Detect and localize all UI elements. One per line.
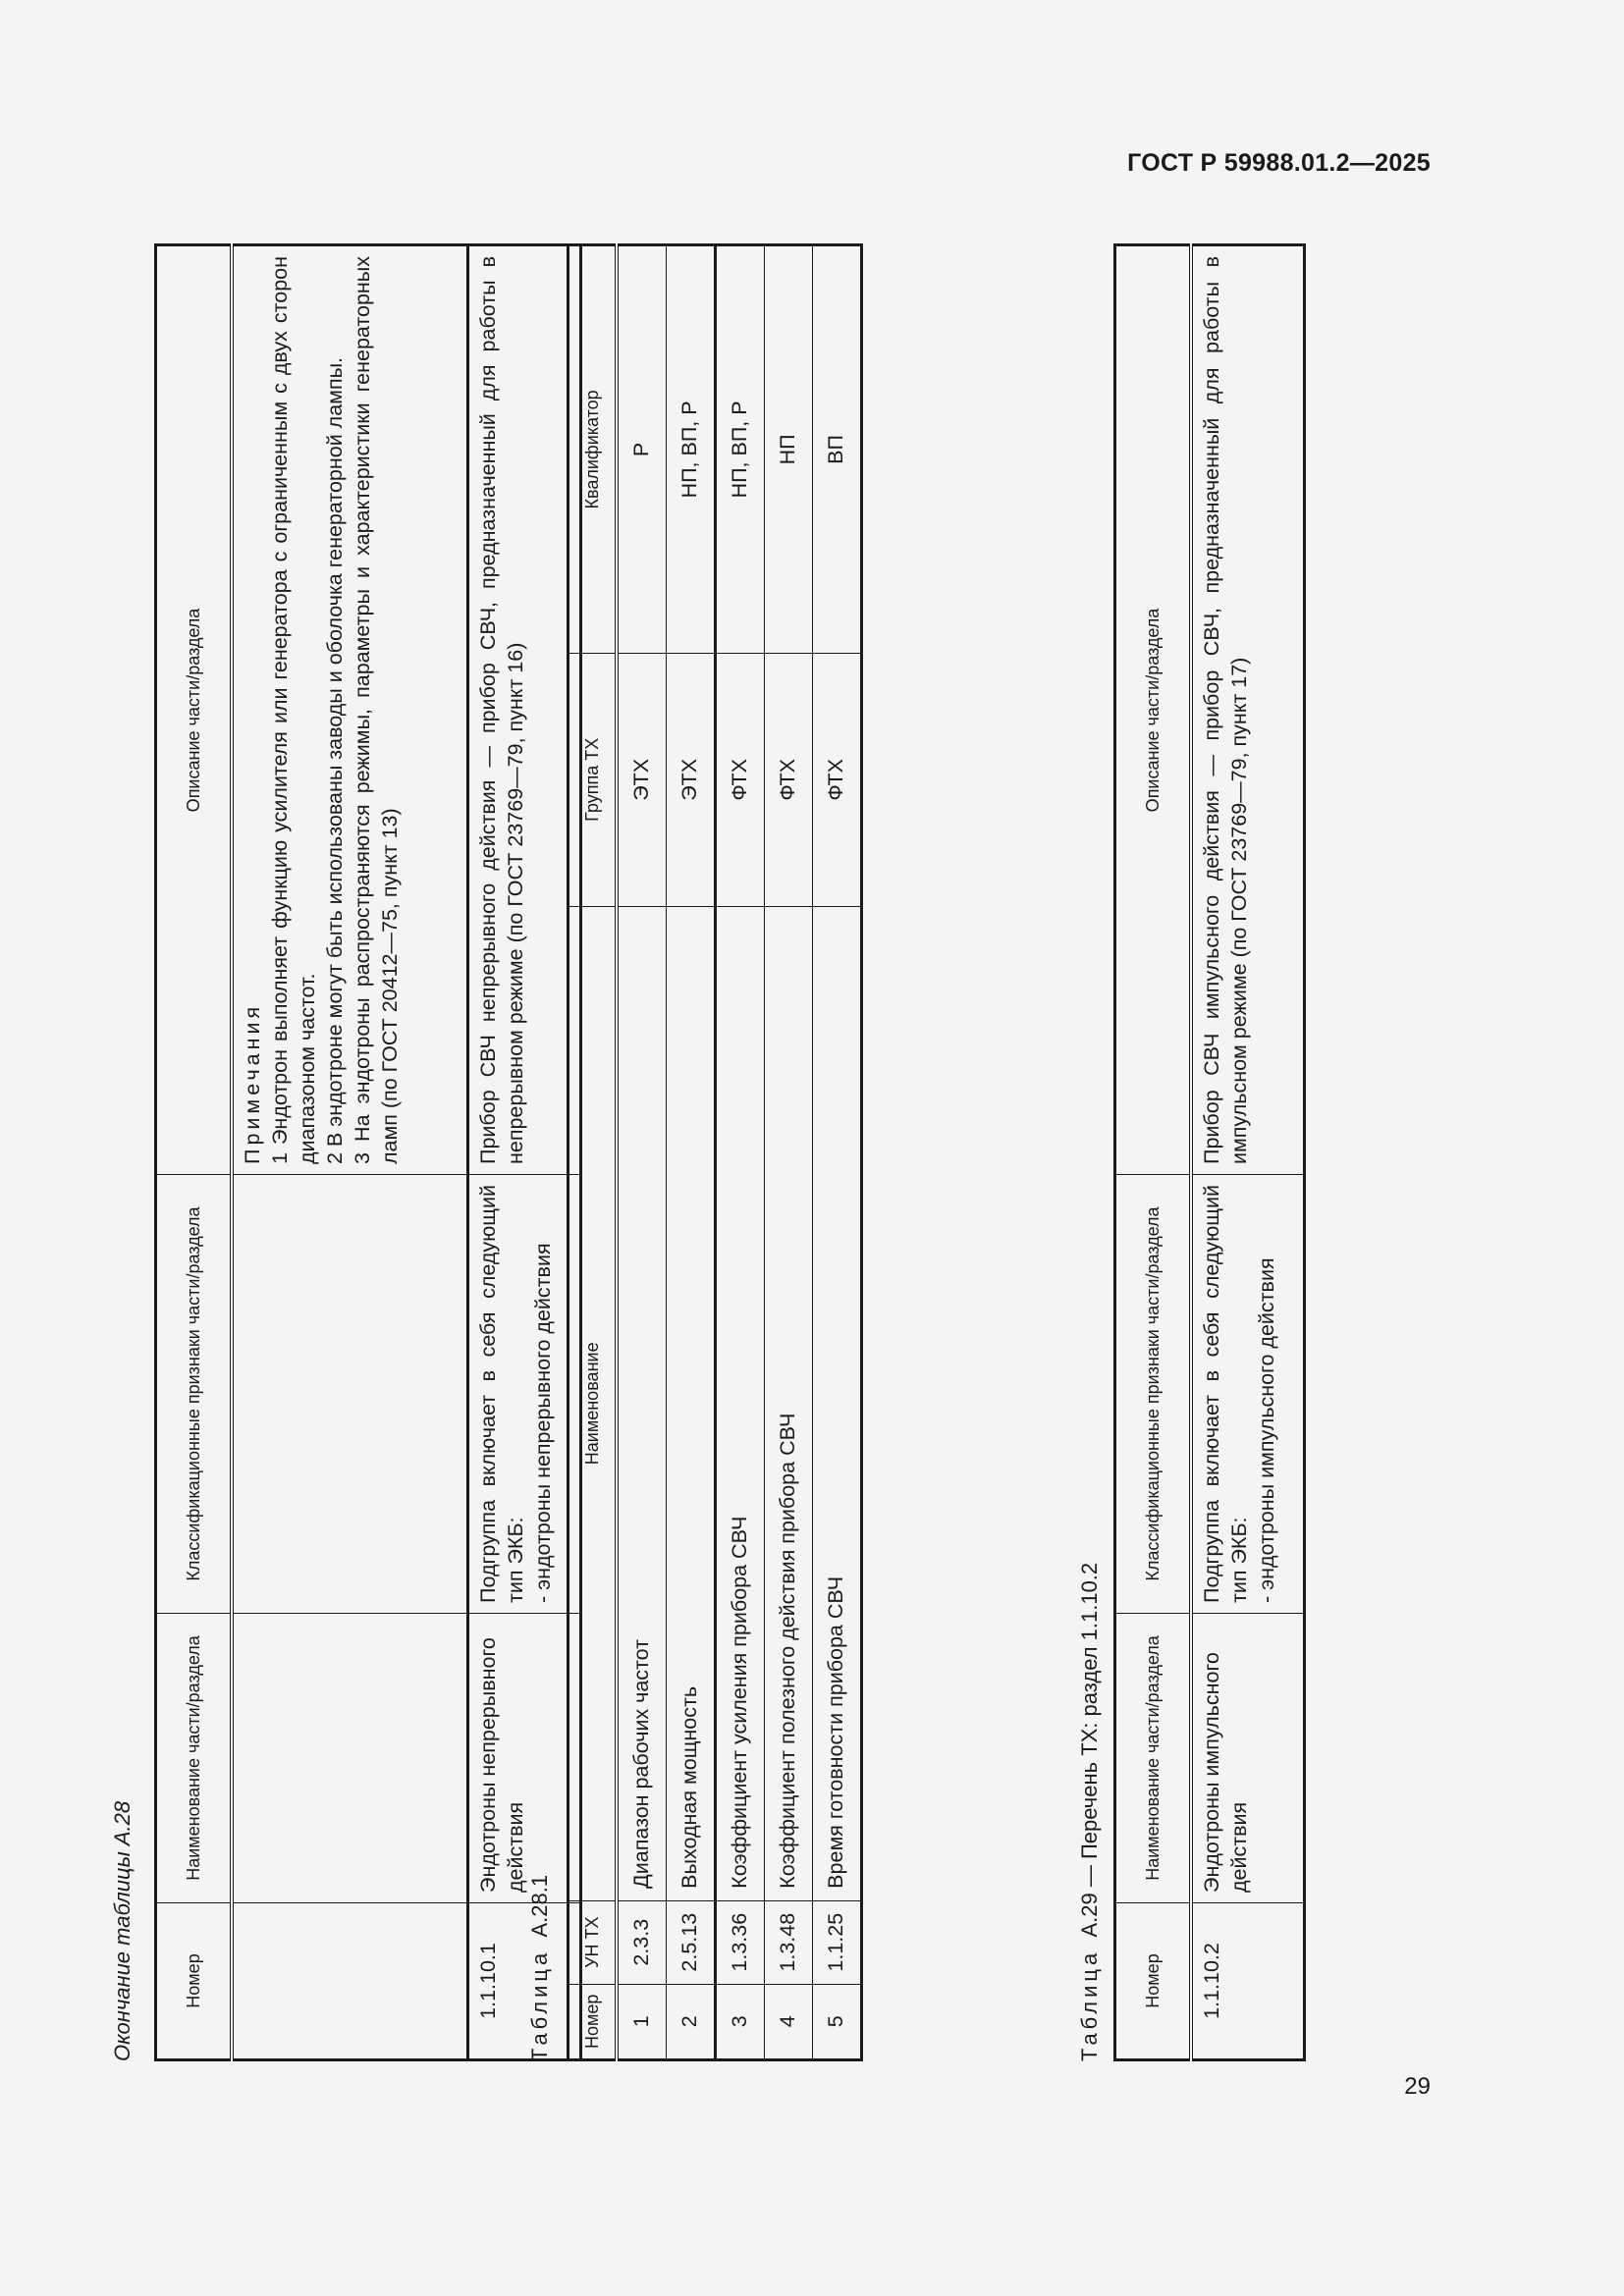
table-row — [813, 245, 862, 2060]
cell: Выходная мощность — [667, 906, 716, 1900]
note-2: 2 В эндотроне могут быть использованы заводы и оболочка генераторной лампы. — [322, 356, 347, 1164]
row-features — [1191, 1175, 1305, 1614]
features-line-2: - эндотроны импульсного действия — [1254, 1257, 1278, 1603]
note-1: 1 Эндотрон выполняет функцию усилителя или генератора с ограниченным с двух сторон диапазоном частот. — [267, 256, 319, 1164]
cell: НП, ВП, Р — [716, 245, 765, 654]
row-number: 1.1.10.1 — [468, 1903, 581, 2060]
cell: НП, ВП, Р — [667, 245, 716, 654]
col-number: Номер — [568, 1984, 618, 2059]
table-a28-end — [154, 243, 582, 2061]
table-number: А.28.1 — [527, 1874, 552, 1938]
cell: Коэффициент полезного действия прибора СВЧ — [765, 906, 813, 1900]
table-row — [617, 245, 667, 2060]
table-a28-1 — [567, 243, 863, 2061]
rotated-content — [110, 226, 1278, 2061]
document-code: ГОСТ Р 59988.01.2—2025 — [1127, 149, 1431, 177]
cell: ЭТХ — [617, 653, 667, 906]
col-number: Номер — [156, 1903, 233, 2060]
cell: 4 — [765, 1984, 813, 2059]
table-a29-label — [1077, 1563, 1103, 2061]
col-features: Классификационные признаки части/раздела — [156, 1175, 233, 1614]
table-row — [667, 245, 716, 2060]
col-name: Наименование части/раздела — [156, 1614, 233, 1903]
cell: 1.1.25 — [813, 1900, 862, 1984]
cell: 3 — [716, 1984, 765, 2059]
cell: Коэффициент усиления прибора СВЧ — [716, 906, 765, 1900]
col-group: Группа ТХ — [568, 653, 618, 906]
cell: ФТХ — [765, 653, 813, 906]
notes-heading: Примечания — [241, 1002, 264, 1164]
row-description: Прибор СВЧ импульсного действия — прибор СВЧ, предназначенный для работы в импульсном режиме (по ГОСТ 23769—79, пункт 17) — [1191, 245, 1305, 1175]
row-description: Прибор СВЧ непрерывного действия — прибор СВЧ, предназначенный для работы в непрерывном режиме (по ГОСТ 23769—79, пункт 16) — [468, 245, 581, 1175]
table-row — [468, 245, 581, 2060]
cell: 1.3.48 — [765, 1900, 813, 1984]
table-word: Таблица — [527, 1949, 552, 2061]
col-number: Номер — [1115, 1903, 1192, 2060]
cell: Диапазон рабочих частот — [617, 906, 667, 1900]
cell: 1.3.36 — [716, 1900, 765, 1984]
table-row — [716, 245, 765, 2060]
row-number: 1.1.10.2 — [1191, 1903, 1305, 2060]
cell: Время готовности прибора СВЧ — [813, 906, 862, 1900]
cell: 5 — [813, 1984, 862, 2059]
cell: 2 — [667, 1984, 716, 2059]
table-a28-1-label — [527, 1875, 553, 2061]
note-3: 3 На эндотроны распространяются режимы, параметры и характеристики генераторных ламп (по ГОСТ 20412—75, пункт 13) — [350, 256, 402, 1164]
table-title: А.29 — Перечень ТХ: раздел 1.1.10.2 — [1077, 1562, 1102, 1938]
row-name: Эндотроны импульсного действия — [1191, 1614, 1305, 1903]
col-description: Описание части/раздела — [1115, 245, 1192, 1175]
table-word: Таблица — [1077, 1949, 1102, 2061]
col-name: Наименование — [568, 906, 618, 1900]
cell: 2.5.13 — [667, 1900, 716, 1984]
col-code: УН ТХ — [568, 1900, 618, 1984]
col-name: Наименование части/раздела — [1115, 1614, 1192, 1903]
row-name: Эндотроны непрерывного действия — [468, 1614, 581, 1903]
cell: ВП — [813, 245, 862, 654]
cell: ЭТХ — [667, 653, 716, 906]
row-features — [468, 1175, 581, 1614]
table-row — [765, 245, 813, 2060]
features-line-1: Подгруппа включает в себя следующий тип ЭКБ: — [1200, 1185, 1251, 1603]
cell: ФТХ — [813, 653, 862, 906]
col-qualifier: Квалификатор — [568, 245, 618, 654]
cell: НП — [765, 245, 813, 654]
table-a29 — [1113, 243, 1306, 2061]
cell: 2.3.3 — [617, 1900, 667, 1984]
table-row — [232, 245, 468, 2060]
cell: ФТХ — [716, 653, 765, 906]
cell: 1 — [617, 1984, 667, 2059]
cell: Р — [617, 245, 667, 654]
notes-cell — [232, 245, 468, 1175]
features-line-1: Подгруппа включает в себя следующий тип ЭКБ: — [476, 1185, 527, 1603]
col-features: Классификационные признаки части/раздела — [1115, 1175, 1192, 1614]
col-description: Описание части/раздела — [156, 245, 233, 1175]
table-a28-caption: Окончание таблицы А.28 — [110, 1800, 135, 2061]
page-number: 29 — [1404, 2073, 1431, 2100]
features-line-2: - эндотроны непрерывного действия — [530, 1243, 555, 1603]
table-row — [1191, 245, 1305, 2060]
